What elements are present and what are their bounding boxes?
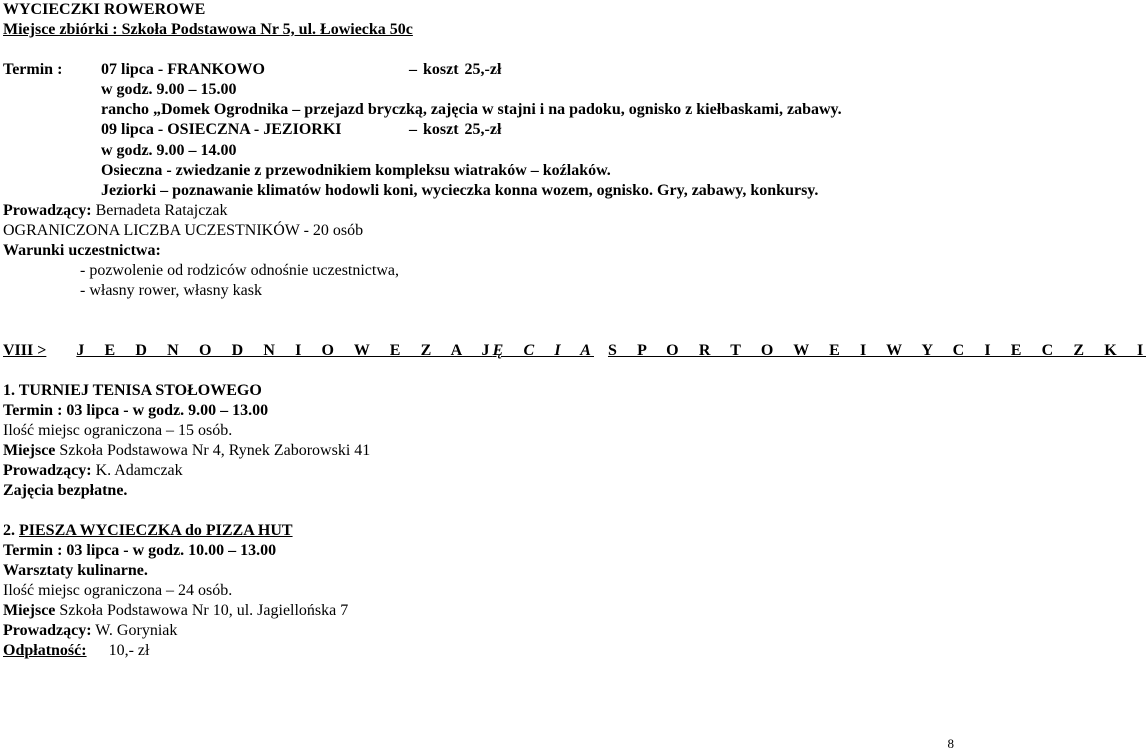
section-title-part1: J E D N O D N I O W E Z A J [76, 342, 493, 359]
event1-title: 1. TURNIEJ TENISA STOŁOWEGO [3, 382, 262, 399]
event2-leader-row [3, 621, 177, 641]
event2-termin: Termin : 03 lipca - w godz. 10.00 – 13.00 [3, 542, 277, 559]
event2-fee-value: 10,- zł [108, 642, 150, 659]
event2-workshop: Warsztaty kulinarne. [3, 562, 148, 579]
event2-place-label: Miejsce [3, 602, 56, 619]
meeting-place: Miejsce zbiórki : Szkoła Podstawowa Nr 5, ul. Łowiecka 50c [3, 21, 413, 38]
leader-row [3, 201, 228, 221]
page-number: 8 [947, 736, 954, 751]
event1-place-label: Miejsce [3, 442, 56, 459]
trip2-description-osieczna: Osieczna - zwiedzanie z przewodnikiem kompleksu wiatraków – koźlaków. [101, 162, 611, 179]
participant-limit: OGRANICZONA LICZBA UCZESTNIKÓW - 20 osób [3, 222, 364, 239]
event1-place-value: Szkoła Podstawowa Nr 4, Rynek Zaborowski 41 [59, 442, 371, 459]
trip1-date-destination: 07 lipca - FRANKOWO [101, 61, 265, 78]
event2-place-value: Szkoła Podstawowa Nr 10, ul. Jagiellońska 7 [59, 602, 349, 619]
leader-value: Bernadeta Ratajczak [95, 202, 228, 219]
trip2-cost: – koszt 25,-zł [409, 121, 502, 138]
conditions-item-permission: - pozwolenie od rodziców odnośnie uczestnictwa, [80, 262, 400, 279]
document-title: WYCIECZKI ROWEROWE [3, 1, 206, 18]
event2-leader-value: W. Goryniak [95, 622, 178, 639]
trip1-description: rancho „Domek Ogrodnika – przejazd bryczką, zajęcia w stajni i na padoku, ognisko z kiełbaskami, zabawy. [101, 101, 842, 118]
conditions-label: Warunki uczestnictwa: [3, 242, 161, 259]
trip1-cost: – koszt 25,-zł [409, 61, 502, 78]
conditions-item-bike: - własny rower, własny kask [80, 282, 262, 299]
event2-places: Ilość miejsc ograniczona – 24 osób. [3, 582, 233, 599]
event2-leader-label: Prowadzący: [3, 622, 92, 639]
section-number: VIII > [3, 342, 47, 359]
trip2-date-destination: 09 lipca - OSIECZNA - JEZIORKI [101, 121, 342, 138]
section-title-part2: Ę C I A [492, 342, 594, 359]
event2-fee-label: Odpłatność: [3, 642, 87, 659]
event2-fee-row [3, 641, 149, 661]
event2-title: PIESZA WYCIECZKA do PIZZA HUT [19, 522, 293, 539]
event2-title-number: 2. [3, 522, 15, 539]
trip1-termin-label: Termin : [3, 61, 63, 78]
event2-title-row [3, 521, 293, 541]
trip2-description-jeziorki: Jeziorki – poznawanie klimatów hodowli koni, wycieczka konna wozem, ognisko. Gry, zabawy, konkursy. [101, 182, 819, 199]
event1-fee: Zajęcia bezpłatne. [3, 482, 128, 499]
section-heading [3, 341, 1146, 361]
trip2-hours: w godz. 9.00 – 14.00 [101, 142, 237, 159]
event1-leader-row [3, 461, 183, 481]
leader-label: Prowadzący: [3, 202, 92, 219]
event1-leader-label: Prowadzący: [3, 462, 92, 479]
trip1-hours: w godz. 9.00 – 15.00 [101, 81, 237, 98]
section-title-part3: S P O R T O W E I W Y C I E C Z K I [607, 342, 1146, 359]
event2-place-row [3, 601, 348, 621]
event1-places: Ilość miejsc ograniczona – 15 osób. [3, 422, 233, 439]
event1-termin: Termin : 03 lipca - w godz. 9.00 – 13.00 [3, 402, 269, 419]
event1-leader-value: K. Adamczak [95, 462, 183, 479]
event1-place-row [3, 441, 370, 461]
